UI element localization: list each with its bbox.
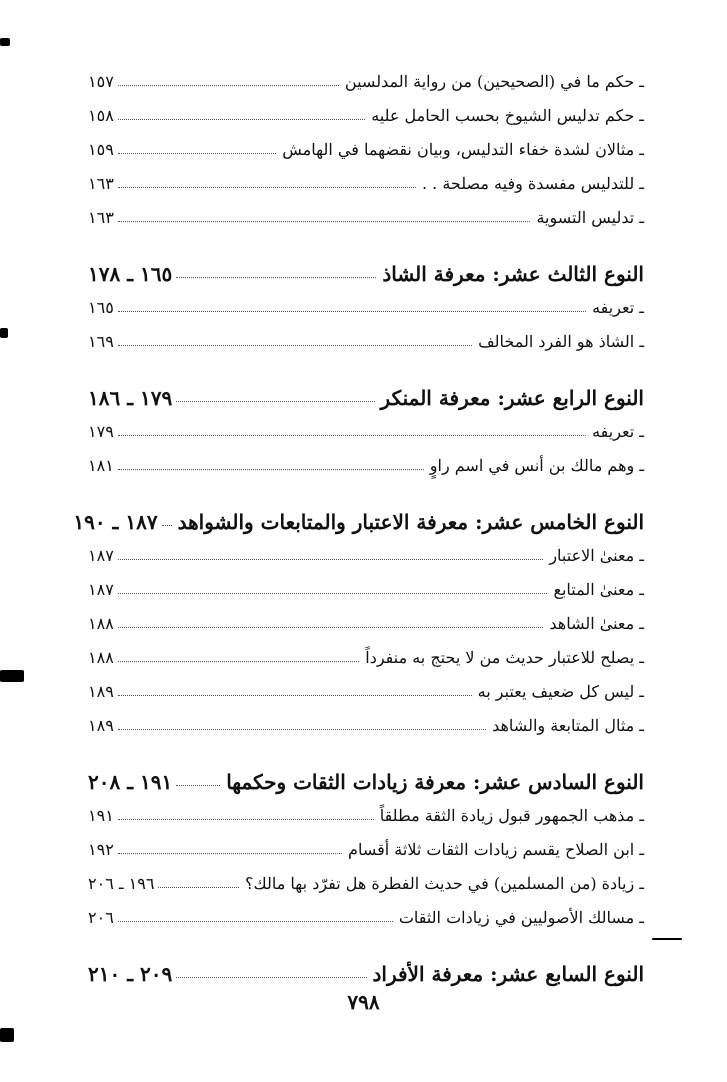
toc-entry <box>88 894 644 928</box>
toc-entry-page: ١٧٩ <box>88 422 114 441</box>
toc-entry-page: ١٩٢ <box>88 840 114 859</box>
toc-entry <box>88 860 644 894</box>
toc-entry-title: ـ معنىٰ الاعتبار <box>549 546 644 565</box>
toc-entry-title: ـ مثالان لشدة خفاء التدليس، وبيان نقضهما في الهامش <box>282 140 644 159</box>
toc-entry-page: ١٨٩ <box>88 716 114 735</box>
toc-entry-title: ـ زيادة (من المسلمين) في حديث الفطرة هل تفرّد بها مالك؟ <box>245 874 644 893</box>
dot-leader <box>118 661 359 662</box>
toc-entry <box>88 160 644 194</box>
toc-entry-title: ـ حكم تدليس الشيوخ بحسب الحامل عليه <box>371 106 644 125</box>
dot-leader <box>118 187 416 188</box>
toc-entry-page: ١٥٧ <box>88 72 114 91</box>
dot-leader <box>118 345 472 346</box>
section-heading-title: النوع السادس عشر: معرفة زيادات الثقات وحكمها <box>226 770 644 794</box>
toc-entry-page: ١٦٩ <box>88 332 114 351</box>
toc-entry-title: ـ يصلح للاعتبار حديث من لا يحتج به منفرداً <box>365 648 644 667</box>
toc-entry-title: ـ حكم ما في (الصحيحين) من رواية المدلسين <box>344 72 644 91</box>
dot-leader <box>118 627 544 628</box>
toc-entry <box>88 532 644 566</box>
scan-mark <box>0 38 10 46</box>
toc-section-heading <box>88 752 644 792</box>
dot-leader <box>118 119 365 120</box>
toc-entry <box>88 702 644 736</box>
toc-entry-title: ـ مذهب الجمهور قبول زيادة الثقة مطلقاً <box>379 806 644 825</box>
dot-leader <box>118 593 548 594</box>
toc-entry-title: ـ وهم مالك بن أنس في اسم راوٍ <box>429 456 644 475</box>
toc-entry-page: ١٨٧ <box>88 546 114 565</box>
dot-leader <box>118 819 374 820</box>
toc-entry-title: ـ مسالك الأصوليين في زيادات الثقات <box>398 908 644 927</box>
toc-section-heading <box>88 944 644 984</box>
toc-entry <box>88 408 644 442</box>
dot-leader <box>118 435 586 436</box>
page-number: ٧٩٨ <box>347 990 380 1014</box>
toc-entry-page: ١٥٩ <box>88 140 114 159</box>
toc-entry-page: ٢٠٦ <box>88 908 114 927</box>
toc-entry-page: ١٦٣ <box>88 208 114 227</box>
table-of-contents <box>73 58 644 986</box>
toc-section-heading <box>88 244 644 284</box>
dot-leader <box>118 311 586 312</box>
toc-entry <box>88 284 644 318</box>
toc-entry-page: ١٩١ <box>88 806 114 825</box>
section-heading-title: النوع السابع عشر: معرفة الأفراد <box>372 962 644 986</box>
section-heading-pages: ١٩١ ـ ٢٠٨ <box>88 770 173 794</box>
dot-leader <box>118 921 393 922</box>
toc-entry <box>88 92 644 126</box>
toc-entry <box>88 668 644 702</box>
toc-entry <box>88 792 644 826</box>
toc-entry-title: ـ ليس كل ضعيف يعتبر به <box>477 682 644 701</box>
dot-leader <box>118 153 276 154</box>
dot-leader <box>118 853 342 854</box>
toc-entry <box>88 318 644 352</box>
toc-entry <box>88 126 644 160</box>
toc-entry-page: ١٩٦ ـ ٢٠٦ <box>88 874 155 893</box>
toc-entry-title: ـ تدليس التسوية <box>536 208 644 227</box>
scan-mark <box>0 670 24 682</box>
toc-entry-title: ـ الشاذ هو الفرد المخالف <box>478 332 644 351</box>
toc-entry-title: ـ معنىٰ المتابع <box>553 580 644 599</box>
dot-leader <box>176 277 376 278</box>
dot-leader <box>158 887 239 888</box>
toc-entry-title: ـ مثال المتابعة والشاهد <box>492 716 644 735</box>
toc-entry <box>88 600 644 634</box>
toc-entry <box>88 442 644 476</box>
dot-leader <box>176 401 374 402</box>
dot-leader <box>118 469 424 470</box>
toc-entry-page: ١٥٨ <box>88 106 114 125</box>
toc-section-heading <box>88 368 644 408</box>
dot-leader <box>118 85 339 86</box>
section-heading-pages: ١٨٧ ـ ١٩٠ <box>73 510 158 534</box>
section-heading-title: النوع الخامس عشر: معرفة الاعتبار والمتابعات والشواهد <box>177 510 644 534</box>
dot-leader <box>118 221 531 222</box>
section-heading-pages: ١٧٩ ـ ١٨٦ <box>88 386 173 410</box>
toc-entry-page: ١٨٩ <box>88 682 114 701</box>
toc-entry-title: ـ معنىٰ الشاهد <box>549 614 644 633</box>
dot-leader <box>118 559 544 560</box>
section-heading-pages: ١٦٥ ـ ١٧٨ <box>88 262 173 286</box>
toc-entry-page: ١٨١ <box>88 456 114 475</box>
toc-entry-page: ١٨٨ <box>88 648 114 667</box>
toc-entry-page: ١٦٥ <box>88 298 114 317</box>
scan-mark <box>0 1028 14 1042</box>
toc-entry-page: ١٨٧ <box>88 580 114 599</box>
toc-entry-page: ١٦٣ <box>88 174 114 193</box>
toc-entry-page: ١٨٨ <box>88 614 114 633</box>
toc-section-heading <box>73 492 644 534</box>
toc-entry-title: ـ ابن الصلاح يقسم زيادات الثقات ثلاثة أقسام <box>348 840 644 859</box>
section-heading-pages: ٢٠٩ ـ ٢١٠ <box>88 962 173 986</box>
scan-mark <box>0 328 8 338</box>
dot-leader <box>176 977 366 978</box>
section-heading-title: النوع الثالث عشر: معرفة الشاذ <box>382 262 644 286</box>
toc-entry <box>88 566 644 600</box>
toc-entry-title: ـ تعريفه <box>592 298 644 317</box>
dot-leader <box>118 695 472 696</box>
dot-leader <box>118 729 486 730</box>
toc-entry <box>88 58 644 92</box>
dot-leader <box>176 785 220 786</box>
section-heading-title: النوع الرابع عشر: معرفة المنكر <box>380 386 644 410</box>
toc-entry <box>88 194 644 228</box>
toc-entry-title: ـ للتدليس مفسدة وفيه مصلحة . . <box>421 174 644 193</box>
toc-entry <box>88 826 644 860</box>
toc-entry-title: ـ تعريفه <box>592 422 644 441</box>
scan-mark <box>652 938 682 940</box>
dot-leader <box>162 525 172 526</box>
toc-entry <box>88 634 644 668</box>
